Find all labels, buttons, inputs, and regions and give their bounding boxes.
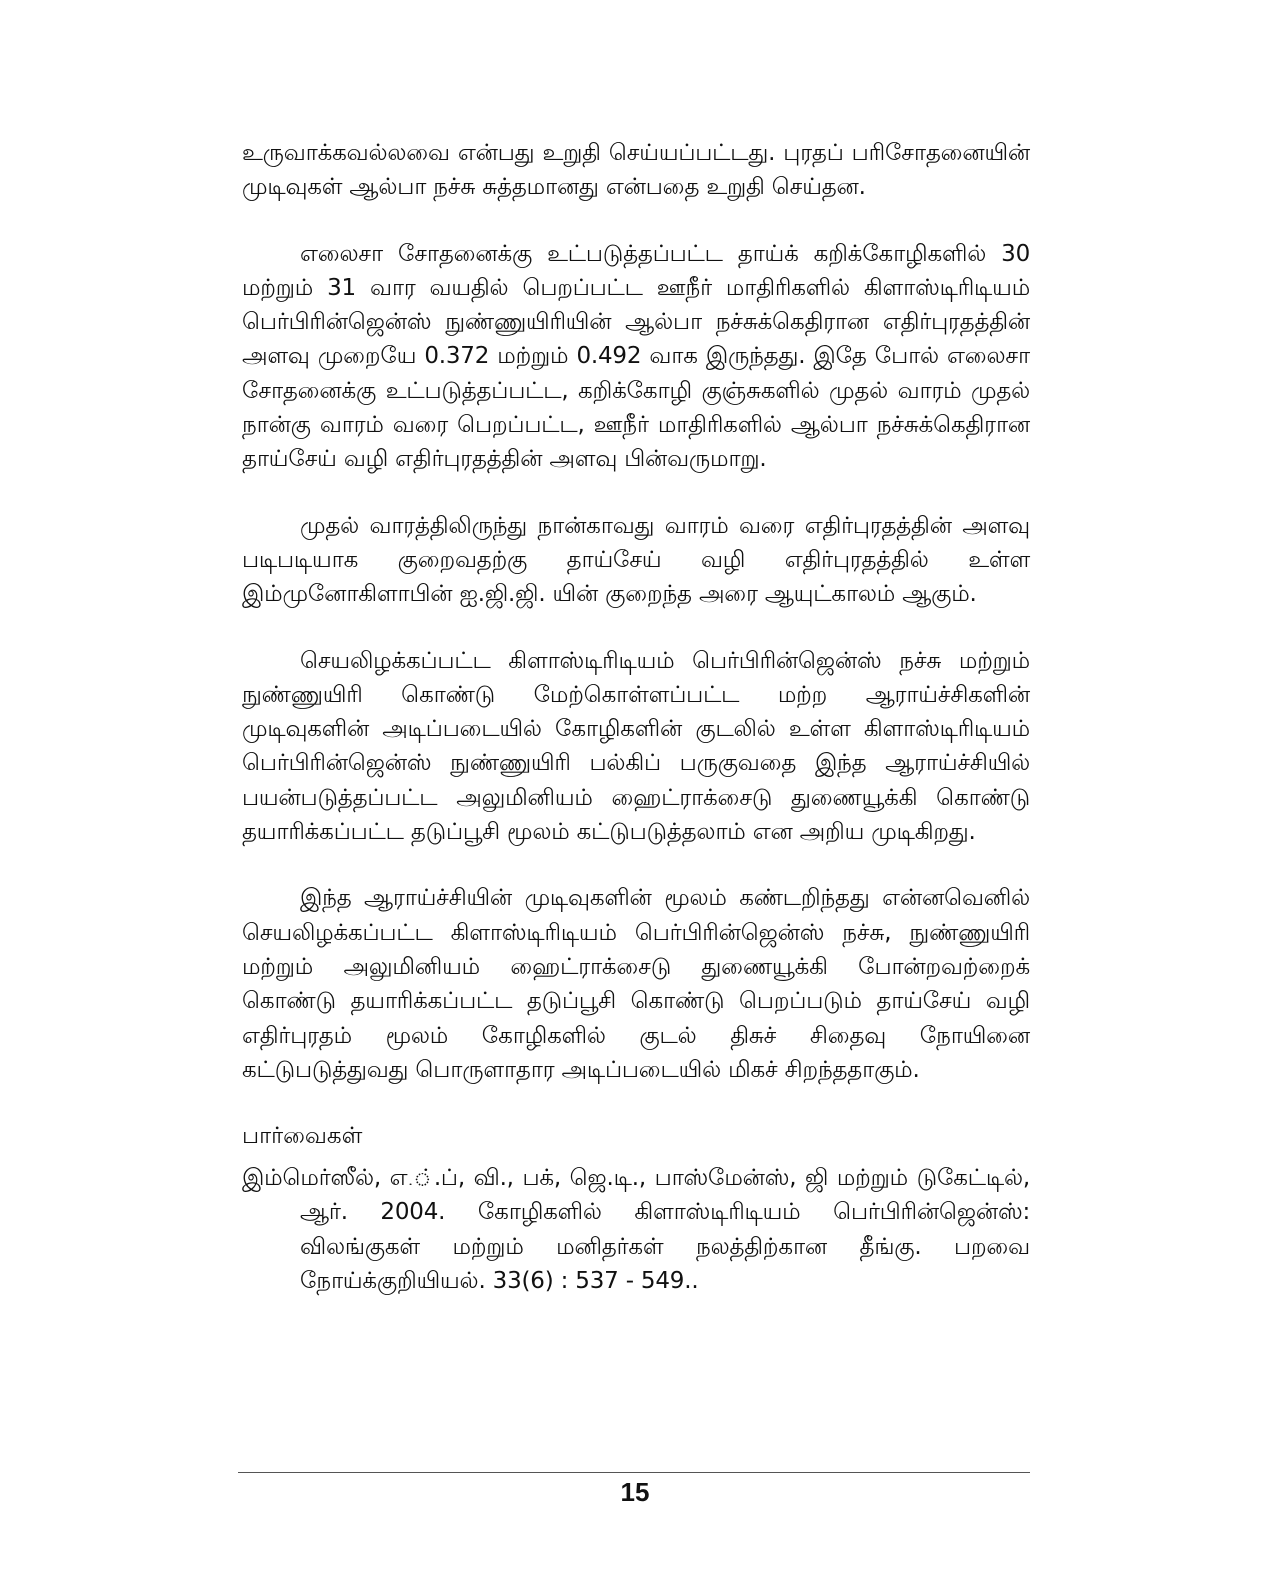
- footer-divider: [238, 1472, 1030, 1473]
- paragraph-4: செயலிழக்கப்பட்ட கிளாஸ்டிரிடியம் பெர்பிரின்ஜென்ஸ் நச்சு மற்றும் நுண்ணுயிரி கொண்டு மேற்கொள்ளப்பட்ட மற்ற ஆராய்ச்சிகளின் முடிவுகளின் அடிப்படையில் கோழிகளின் குடலில் உள்ள கிளாஸ்டிரிடியம் பெர்பிரின்ஜென்ஸ் நுண்ணுயிரி பல்கிப் பருகுவதை இந்த ஆராய்ச்சியில் பயன்படுத்தப்பட்ட அலுமினியம் ஹைட்ராக்சைடு துணையூக்கி கொண்டு தயாரிக்கப்பட்ட தடுப்பூசி மூலம் கட்டுபடுத்தலாம் என அறிய முடிகிறது.: [242, 647, 1030, 846]
- paragraph-5: இந்த ஆராய்ச்சியின் முடிவுகளின் மூலம் கண்டறிந்தது என்னவெனில் செயலிழக்கப்பட்ட கிளாஸ்டிரிடியம் பெர்பிரின்ஜென்ஸ் நச்சு, நுண்ணுயிரி மற்றும் அலுமினியம் ஹைட்ராக்சைடு துணையூக்கி போன்றவற்றைக் கொண்டு தயாரிக்கப்பட்ட தடுப்பூசி கொண்டு பெறப்படும் தாய்சேய் வழி எதிர்புரதம் மூலம் கோழிகளில் குடல் திசுச் சிதைவு நோயினை கட்டுபடுத்துவது பொருளாதார அடிப்படையில் மிகச் சிறந்ததாகும்.: [242, 885, 1030, 1083]
- paragraph-3: முதல் வாரத்திலிருந்து நான்காவது வாரம் வரை எதிர்புரதத்தின் அளவு படிபடியாக குறைவதற்கு தாய்சேய் வழி எதிர்புரதத்தில் உள்ள இம்முனோகிளாபின் ஐ.ஜி.ஜி. யின் குறைந்த அரை ஆயுட்காலம் ஆகும்.: [242, 512, 1030, 608]
- page-number: 15: [620, 1477, 650, 1507]
- references-heading: பார்வைகள்: [242, 1123, 363, 1150]
- paragraph-1: உருவாக்கவல்லவை என்பது உறுதி செய்யப்பட்டது. புரதப் பரிசோதனையின் முடிவுகள் ஆல்பா நச்சு சுத்தமானது என்பதை உறுதி செய்தன.: [242, 140, 1030, 201]
- reference-entry: இம்மெர்ஸீல், எ.்.ப், வி., பக், ஜெ.டி., பாஸ்மேன்ஸ், ஜி மற்றும் டுகேட்டில், ஆர். 2004. கோழிகளில் கிளாஸ்டிரிடியம் பெர்பிரின்ஜென்ஸ்: விலங்குகள் மற்றும் மனிதர்கள் நலத்திற்கான தீங்கு. பறவை நோய்க்குறியியல். 33(6) : 537 - 549..: [242, 1165, 1030, 1295]
- body-text: [242, 136, 1030, 1298]
- paragraph-2: எலைசா சோதனைக்கு உட்படுத்தப்பட்ட தாய்க் கறிக்கோழிகளில் 30 மற்றும் 31 வார வயதில் பெறப்பட்ட ஊநீர் மாதிரிகளில் கிளாஸ்டிரிடியம் பெர்பிரின்ஜென்ஸ் நுண்ணுயிரியின் ஆல்பா நச்சுக்கெதிரான எதிர்புரதத்தின் அளவு முறையே 0.372 மற்றும் 0.492 வாக இருந்தது. இதே போல் எலைசா சோதனைக்கு உட்படுத்தப்பட்ட, கறிக்கோழி குஞ்சுகளில் முதல் வாரம் முதல் நான்கு வாரம் வரை பெறப்பட்ட, ஊநீர் மாதிரிகளில் ஆல்பா நச்சுக்கெதிரான தாய்சேய் வழி எதிர்புரதத்தின் அளவு பின்வருமாறு.: [242, 240, 1030, 473]
